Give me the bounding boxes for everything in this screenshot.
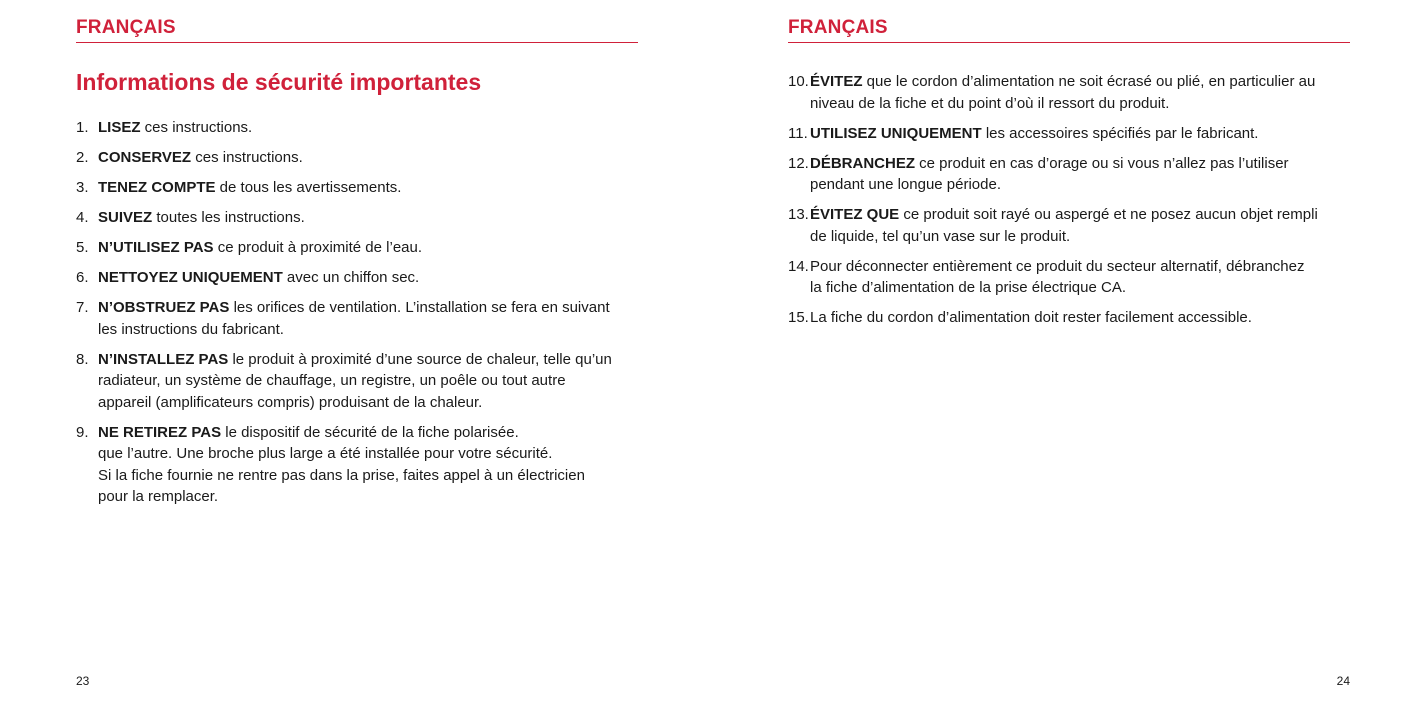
item-text: les accessoires spécifiés par le fabricant.	[981, 124, 1259, 142]
item-text: ce produit à proximité de l’eau.	[213, 239, 423, 256]
item-text: La fiche du cordon d’alimentation doit rester facilement accessible.	[810, 309, 1252, 326]
item-text: toutes les instructions.	[152, 209, 305, 226]
item-text: ce produit soit rayé ou aspergé et ne posez aucun objet rempli	[899, 206, 1318, 223]
item-keyword: N’OBSTRUEZ PAS	[98, 299, 230, 316]
item-keyword: DÉBRANCHEZ	[810, 154, 915, 172]
item-number: 3.	[76, 179, 89, 196]
item-first-line	[98, 422, 638, 444]
item-first-line	[810, 256, 1350, 278]
item-text: ce produit en cas d’orage ou si vous n’allez pas l’utiliser	[915, 154, 1289, 172]
item-number: 5.	[76, 239, 89, 256]
list-item	[76, 177, 638, 199]
item-continuation-line: niveau de la fiche et du point d’où il ressort du produit.	[810, 94, 1170, 112]
item-first-line	[810, 71, 1350, 93]
list-item	[788, 204, 1350, 247]
item-number: 1.	[76, 119, 89, 136]
item-keyword: UTILISEZ UNIQUEMENT	[810, 124, 982, 142]
right-page	[788, 0, 1350, 713]
item-continuation-line: pendant une longue période.	[810, 176, 1002, 193]
list-item	[788, 71, 1350, 114]
safety-instructions-list	[76, 117, 638, 516]
header-rule	[788, 42, 1350, 43]
list-item	[788, 256, 1350, 299]
item-keyword: ÉVITEZ QUE	[810, 206, 900, 223]
header-rule	[76, 42, 638, 43]
item-text: le produit à proximité d’une source de chaleur, telle qu’un	[228, 350, 612, 368]
page-title: Informations de sécurité importantes	[76, 69, 482, 95]
item-text: de tous les avertissements.	[215, 179, 402, 196]
item-number: 6.	[76, 269, 89, 286]
item-first-line	[98, 267, 638, 289]
item-keyword: LISEZ	[98, 119, 141, 136]
item-keyword: NE RETIREZ PAS	[98, 423, 222, 441]
item-text: Pour déconnecter entièrement ce produit du secteur alternatif, débranchez	[810, 257, 1305, 275]
item-first-line	[98, 177, 638, 199]
item-number: 10.	[788, 73, 809, 90]
item-number: 11.	[788, 124, 808, 142]
list-item	[76, 267, 638, 289]
language-header: FRANÇAIS	[76, 17, 176, 38]
item-text: avec un chiffon sec.	[282, 269, 420, 286]
item-continuation-line: pour la remplacer.	[98, 488, 219, 505]
item-continuation-line: que l’autre. Une broche plus large a été installée pour votre sécurité.	[98, 445, 553, 462]
item-first-line	[98, 207, 638, 229]
list-item	[76, 117, 638, 139]
language-header: FRANÇAIS	[788, 17, 888, 38]
item-continuation-line: de liquide, tel qu’un vase sur le produit.	[810, 227, 1071, 245]
item-text: ces instructions.	[140, 119, 253, 136]
item-text: ces instructions.	[191, 149, 303, 166]
item-keyword: SUIVEZ	[98, 209, 153, 226]
item-continuation-line: Si la fiche fournie ne rentre pas dans la prise, faites appel à un électricien	[98, 466, 585, 484]
item-first-line	[810, 204, 1350, 226]
item-continuation-line: appareil (amplificateurs compris) produisant de la chaleur.	[98, 393, 483, 411]
list-item	[788, 307, 1350, 329]
item-number: 4.	[76, 209, 89, 226]
item-keyword: N’UTILISEZ PAS	[98, 239, 214, 256]
item-keyword: NETTOYEZ UNIQUEMENT	[98, 269, 283, 286]
item-number: 8.	[76, 350, 89, 368]
item-text: les orifices de ventilation. L’installation se fera en suivant	[229, 299, 610, 316]
item-number: 13.	[788, 206, 809, 223]
safety-instructions-list-continued	[788, 71, 1350, 337]
item-first-line	[810, 153, 1350, 175]
item-number: 2.	[76, 149, 89, 166]
item-first-line	[98, 117, 638, 139]
page-number: 24	[1336, 674, 1350, 688]
item-keyword: TENEZ COMPTE	[98, 179, 216, 196]
item-continuation-line: les instructions du fabricant.	[98, 320, 284, 338]
item-text: que le cordon d’alimentation ne soit écrasé ou plié, en particulier au	[862, 73, 1316, 90]
item-first-line	[810, 307, 1350, 329]
list-item	[788, 123, 1350, 145]
page-number: 23	[76, 674, 90, 688]
item-continuation-line: radiateur, un système de chauffage, un registre, un poêle ou tout autre	[98, 372, 566, 389]
item-number: 12.	[788, 154, 809, 172]
item-keyword: N’INSTALLEZ PAS	[98, 350, 229, 368]
item-continuation-line: la fiche d’alimentation de la prise électrique CA.	[810, 279, 1127, 296]
item-first-line	[810, 123, 1350, 145]
list-item	[76, 422, 638, 508]
item-number: 15.	[788, 309, 809, 326]
item-keyword: CONSERVEZ	[98, 149, 192, 166]
list-item	[76, 237, 638, 259]
item-number: 9.	[76, 423, 89, 441]
list-item	[76, 297, 638, 340]
item-first-line	[98, 297, 638, 319]
item-first-line	[98, 349, 638, 371]
list-item	[788, 153, 1350, 196]
list-item	[76, 147, 638, 169]
left-page	[76, 0, 638, 713]
item-number: 7.	[76, 299, 89, 316]
item-number: 14.	[788, 257, 809, 275]
list-item	[76, 207, 638, 229]
item-first-line	[98, 237, 638, 259]
item-keyword: ÉVITEZ	[810, 73, 863, 90]
item-first-line	[98, 147, 638, 169]
item-text: le dispositif de sécurité de la fiche polarisée.	[221, 423, 519, 441]
list-item	[76, 349, 638, 414]
